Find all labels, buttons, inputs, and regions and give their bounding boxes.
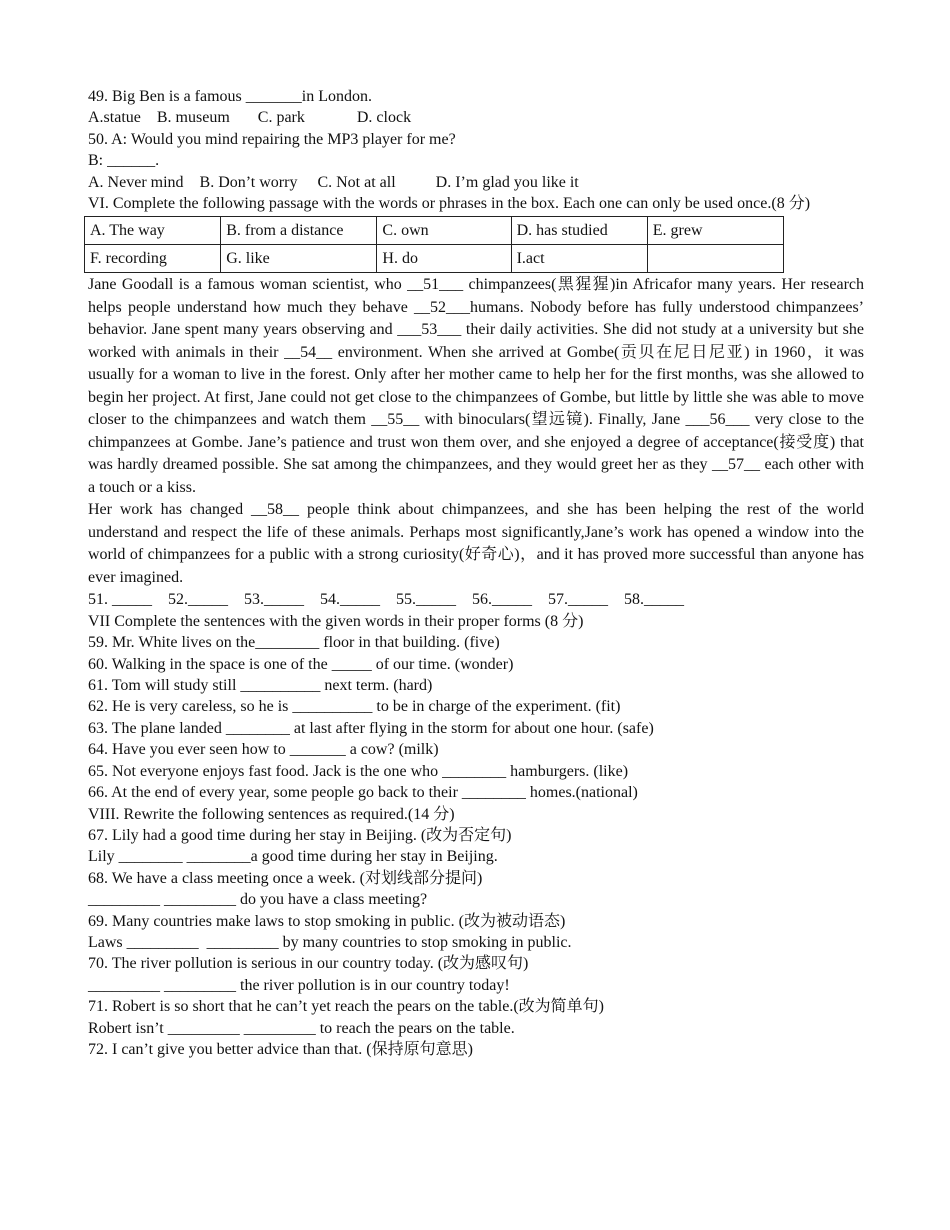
answer-70: _________ _________ the river pollution is in our country today! <box>88 976 510 994</box>
word-box-cell: I.act <box>511 245 647 273</box>
word-box-cell: E. grew <box>647 217 783 245</box>
passage-paragraph-1: Jane Goodall is a famous woman scientist, who __51___ chimpanzees(黑猩猩)in Africafor many years. Her research helps people understand how much they behave __52___humans. Nobody before has fully understood chimpanzees’ behavior. Jane spent many years observing and ___53___ their daily activities. She did not study at a university but she worked with animals in their __54__ environment. When she arrived at Gombe(贡贝在尼日尼亚) in 1960，it was usually for a woman to live in the forest. Only after her mother came to help her for the first months, was she allowed to begin her project. At first, Jane could not get close to the chimpanzees of Gombe, but little by little she was able to move closer to the chimpanzees and watch them __55__ with binoculars(望远镜). Finally, Jane ___56___ very close to the chimpanzees at Gombe. Jane’s patience and trust won them over, and she enjoyed a degree of acceptance(接受度) that was hardly dreamed possible. She sat among the chimpanzees, and they would greet her as they __57__ each other with a touch or a kiss. <box>88 276 864 496</box>
question-64: 64. Have you ever seen how to _______ a cow? (milk) <box>88 741 439 759</box>
word-box-cell: D. has studied <box>511 217 647 245</box>
question-50: 50. A: Would you mind repairing the MP3 player for me? <box>88 130 456 148</box>
word-box-cell: C. own <box>377 217 511 245</box>
word-box-cell <box>647 245 783 273</box>
answer-68: _________ _________ do you have a class meeting? <box>88 891 428 909</box>
question-49: 49. Big Ben is a famous _______in London. <box>88 88 372 105</box>
answer-69: Laws _________ _________ by many countries to stop smoking in public. <box>88 933 572 951</box>
question-66: 66. At the end of every year, some people go back to their ________ homes.(national) <box>88 784 638 802</box>
word-box-cell: G. like <box>221 245 377 273</box>
question-60: 60. Walking in the space is one of the _____ of our time. (wonder) <box>88 655 514 673</box>
answer-71: Robert isn’t _________ _________ to reach the pears on the table. <box>88 1019 515 1037</box>
word-box-row <box>85 245 784 273</box>
passage-paragraph-2: Her work has changed __58__ people think about chimpanzees, and she has been helping the rest of the world understand and respect the life of these animals. Perhaps most significantly,Jane’s work has opened a window into the world of chimpanzees for a public with a strong curiosity(好奇心)，and it has proved more successful than anyone has ever imagined. <box>88 501 864 586</box>
question-49-options: A.statue B. museum C. park D. clock <box>88 109 412 127</box>
question-72: 72. I can’t give you better advice than that. (保持原句意思) <box>88 1040 473 1058</box>
question-71: 71. Robert is so short that he can’t yet reach the pears on the table.(改为简单句) <box>88 998 605 1016</box>
word-box <box>84 216 784 273</box>
question-69: 69. Many countries make laws to stop smoking in public. (改为被动语态) <box>88 912 566 930</box>
word-box-cell: B. from a distance <box>221 217 377 245</box>
section-7-heading: VII Complete the sentences with the given words in their proper forms (8 分) <box>88 612 584 630</box>
word-box-cell: A. The way <box>85 217 221 245</box>
question-67: 67. Lily had a good time during her stay in Beijing. (改为否定句) <box>88 826 512 844</box>
question-68: 68. We have a class meeting once a week. (对划线部分提问) <box>88 869 483 887</box>
question-50-options: A. Never mind B. Don’t worry C. Not at all D. I’m glad you like it <box>88 173 579 191</box>
question-62: 62. He is very careless, so he is __________ to be in charge of the experiment. (fit) <box>88 698 621 716</box>
exam-page <box>88 86 864 1060</box>
section-8-heading: VIII. Rewrite the following sentences as required.(14 分) <box>88 805 455 823</box>
question-61: 61. Tom will study still __________ next term. (hard) <box>88 677 433 695</box>
word-box-cell: F. recording <box>85 245 221 273</box>
answer-blanks-51-58: 51. _____ 52._____ 53._____ 54._____ 55._____ 56._____ 57._____ 58._____ <box>88 591 684 609</box>
question-63: 63. The plane landed ________ at last after flying in the storm for about one hour. (safe) <box>88 719 654 737</box>
word-box-row <box>85 217 784 245</box>
question-70: 70. The river pollution is serious in our country today. (改为感叹句) <box>88 955 529 973</box>
question-59: 59. Mr. White lives on the________ floor in that building. (five) <box>88 634 500 652</box>
section-6-heading: VI. Complete the following passage with the words or phrases in the box. Each one can only be used once.(8 分) <box>88 195 811 213</box>
question-50-reply: B: ______. <box>88 152 160 170</box>
word-box-cell: H. do <box>377 245 511 273</box>
answer-67: Lily ________ ________a good time during her stay in Beijing. <box>88 848 498 866</box>
question-65: 65. Not everyone enjoys fast food. Jack is the one who ________ hamburgers. (like) <box>88 762 629 780</box>
